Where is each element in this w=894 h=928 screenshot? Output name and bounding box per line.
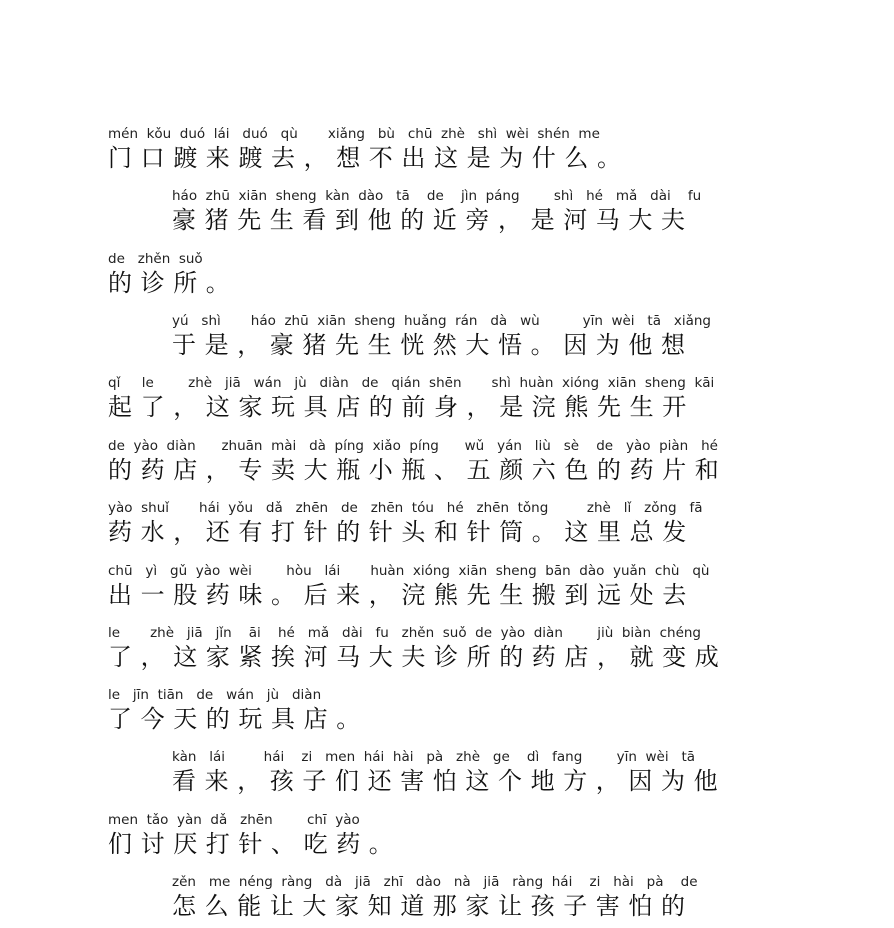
text-line <box>108 126 748 172</box>
paragraph-start-line <box>172 313 748 359</box>
text-line <box>108 625 748 671</box>
hanzi-row: 豪猪先生看到他的近旁，是河马大夫 <box>172 206 694 234</box>
hanzi-row: 于是，豪猪先生恍然大悟。因为他想 <box>172 331 694 359</box>
pinyin-row: le jīn tiān de wán jù diàn <box>108 687 322 703</box>
hanzi-row: 起了，这家玩具店的前身，是浣熊先生开 <box>108 393 695 421</box>
hanzi-row: 门口踱来踱去，想不出这是为什么。 <box>108 144 630 172</box>
paragraph-start-line <box>172 749 748 795</box>
hanzi-row: 们讨厌打针、吃药。 <box>108 830 402 858</box>
pinyin-row: yú shì háo zhū xiān sheng huǎng rán dà wù yīn wèi tā xiǎng <box>172 313 712 329</box>
pinyin-row: kàn lái hái zi men hái hài pà zhè ge dì fang yīn wèi tā <box>172 749 696 765</box>
hanzi-row: 了，这家紧挨河马大夫诊所的药店，就变成 <box>108 643 728 671</box>
hanzi-row: 了今天的玩具店。 <box>108 705 369 733</box>
hanzi-row: 的诊所。 <box>108 269 239 297</box>
hanzi-row: 怎么能让大家知道那家让孩子害怕的 <box>172 892 694 920</box>
paragraph-start-line <box>172 188 748 234</box>
pinyin-row: chū yì gǔ yào wèi hòu lái huàn xióng xiān sheng bān dào yuǎn chù qù <box>108 563 710 579</box>
pinyin-row: de yào diàn zhuān mài dà píng xiǎo píng wǔ yán liù sè de yào piàn hé <box>108 438 718 454</box>
text-line <box>108 438 748 484</box>
pinyin-row: le zhè jiā jǐn āi hé mǎ dài fu zhěn suǒ de yào diàn jiù biàn chéng <box>108 625 701 641</box>
paragraph-start-line <box>172 874 748 920</box>
hanzi-row: 出一股药味。后来，浣熊先生搬到远处去 <box>108 581 695 609</box>
hanzi-row: 的药店，专卖大瓶小瓶、五颜六色的药片和 <box>108 456 728 484</box>
pinyin-row: men tǎo yàn dǎ zhēn chī yào <box>108 812 360 828</box>
text-line <box>108 500 748 546</box>
pinyin-row: qǐ le zhè jiā wán jù diàn de qián shēn shì huàn xióng xiān sheng kāi <box>108 375 715 391</box>
pinyin-row: mén kǒu duó lái duó qù xiǎng bù chū zhè shì wèi shén me <box>108 126 600 142</box>
pinyin-row: zěn me néng ràng dà jiā zhī dào nà jiā ràng hái zi hài pà de <box>172 874 698 890</box>
pinyin-row: yào shuǐ hái yǒu dǎ zhēn de zhēn tóu hé zhēn tǒng zhè lǐ zǒng fā <box>108 500 703 516</box>
text-line <box>108 563 748 609</box>
hanzi-row: 药水，还有打针的针头和针筒。这里总发 <box>108 518 695 546</box>
text-line <box>108 812 748 858</box>
text-line <box>108 687 748 733</box>
text-line <box>108 375 748 421</box>
text-line <box>108 251 748 297</box>
pinyin-row: háo zhū xiān sheng kàn dào tā de jìn páng shì hé mǎ dài fu <box>172 188 702 204</box>
hanzi-row: 看来，孩子们还害怕这个地方，因为他 <box>172 767 727 795</box>
pinyin-row: de zhěn suǒ <box>108 251 203 267</box>
